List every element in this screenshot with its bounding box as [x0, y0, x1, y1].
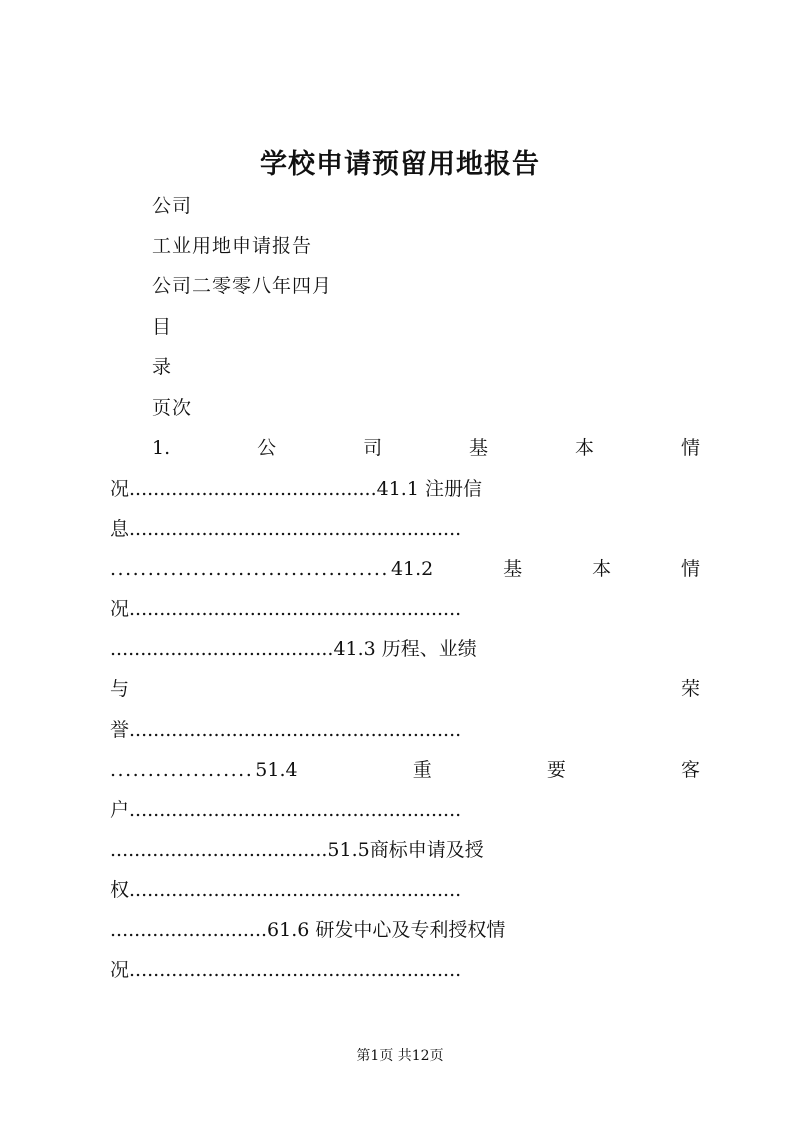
- toc-word: 重: [412, 759, 432, 781]
- document-title: 学校申请预留用地报告: [260, 149, 540, 180]
- report-subtitle: 工业用地申请报告: [152, 235, 313, 257]
- toc-line: 况.......................................................: [110, 598, 462, 620]
- toc-heading-mu: 目: [152, 316, 173, 338]
- toc-word: 51.4: [255, 759, 298, 781]
- toc-line: ....................................51.5商标申请及授: [110, 839, 484, 861]
- toc-word: 本: [575, 437, 595, 459]
- toc-line: 权.......................................................: [110, 879, 462, 901]
- company-line: 公司: [152, 195, 193, 217]
- toc-word: 1.: [152, 437, 171, 459]
- company-date-line: 公司二零零八年四月: [152, 275, 333, 297]
- toc-word: 基: [469, 437, 489, 459]
- toc-section-1-heading: [152, 436, 700, 460]
- toc-word: 要: [546, 759, 566, 781]
- page-footer: 第1页 共12页: [356, 1048, 444, 1064]
- toc-heading-lu: 录: [152, 356, 173, 378]
- toc-line: 息.......................................................: [110, 518, 462, 540]
- toc-leader-dots: ...................: [110, 759, 254, 781]
- toc-word: 与: [110, 678, 130, 700]
- toc-line: .....................................41.3 历程、业绩: [110, 638, 477, 660]
- toc-line: 户.......................................................: [110, 799, 462, 821]
- toc-word: 公: [257, 437, 277, 459]
- toc-line: 况.......................................................: [110, 959, 462, 981]
- toc-entry-1-2: [110, 557, 700, 581]
- toc-line: ..........................61.6 研发中心及专利授权情: [110, 919, 506, 941]
- toc-word: 情: [680, 558, 700, 580]
- toc-word: 41.2: [390, 558, 434, 580]
- toc-word: 基: [503, 558, 523, 580]
- toc-line: 况.........................................41.1 注册信: [110, 478, 482, 500]
- toc-leader-dots: .....................................: [110, 558, 389, 580]
- toc-word: 荣: [680, 678, 700, 700]
- toc-entry-1-3-cont: [110, 677, 700, 701]
- toc-entry-1-4: [110, 758, 700, 782]
- toc-word: 情: [680, 437, 700, 459]
- toc-word: 客: [680, 759, 700, 781]
- toc-word: 本: [592, 558, 612, 580]
- toc-word: 司: [363, 437, 383, 459]
- page-number-heading: 页次: [152, 397, 193, 419]
- toc-line: 誉.......................................................: [110, 719, 462, 741]
